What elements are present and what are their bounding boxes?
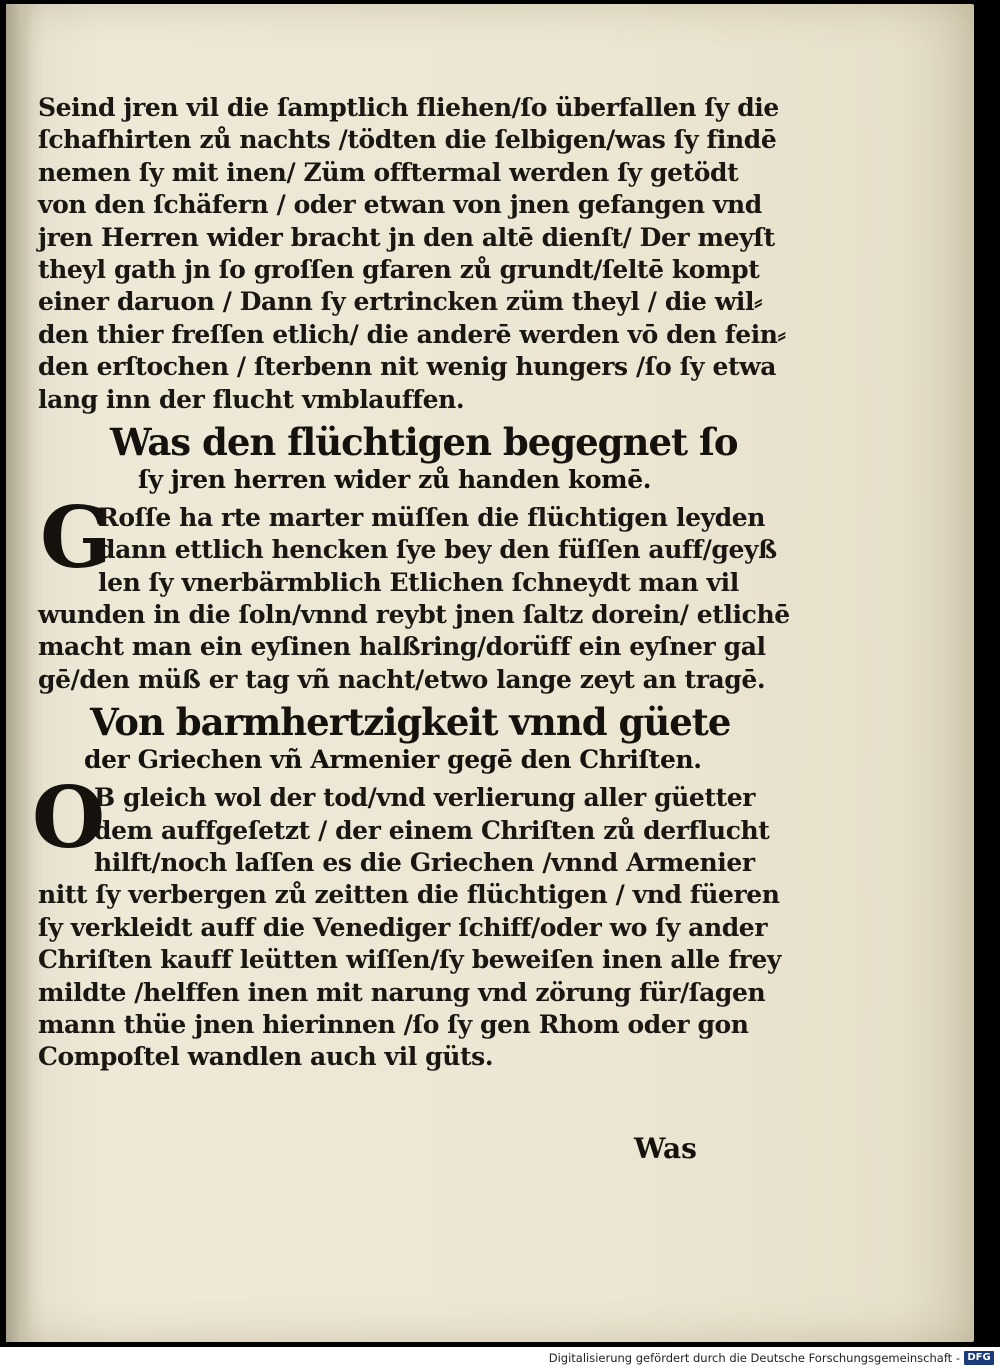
text-line: gē/den müß er tag vñ nacht/etwo lange zeyt an tragē. [38,664,766,694]
heading-line: Was den flüchtigen begegnet ſo [110,419,738,464]
catchword: Was [634,1132,697,1165]
text-line: len ſy vnerbärmblich Etlichen ſchneydt man vil [98,567,739,597]
text-line: dem auffgeſetzt / der einem Chriſten zů derflucht [94,815,770,845]
text-line: nitt ſy verbergen zů zeitten die flüchtigen / vnd füeren [38,880,780,910]
text-line: ſchafhirten zů nachts /tödten die ſelbigen/was ſy findē [38,125,777,155]
text-line: hilft/noch laſſen es die Griechen /vnnd Armenier [94,848,755,878]
text-line: macht man ein eyſinen halßring/dorüff ein eyſner gal [38,632,766,662]
text-line: dann ettlich hencken ſye bey den füſſen auff/geyß [98,535,777,565]
heading-line: Von barmhertzigkeit vnnd güete [90,700,731,745]
paragraph-1 [38,92,786,416]
text-line: ſy verkleidt auff die Venediger ſchiff/oder wo ſy ander [38,912,768,942]
text-line: Compoſtel wandlen auch vil güts. [38,1042,494,1072]
drop-capital: O [32,768,106,868]
text-line: Chriſten kauff leütten wiſſen/ſy beweiſen inen alle frey [38,945,781,975]
footer-bar [0,1347,1000,1369]
text-line: wunden in die ſoln/vnnd reybt jnen ſaltz dorein/ etlichē [38,600,790,630]
section-heading-1 [38,420,738,496]
text-line: Seind jren vil die ſamptlich fliehen/ſo überfallen ſy die [38,93,779,122]
text-line: nemen ſy mit inen/ Züm offtermal werden ſy getödt [38,157,739,187]
text-line: von den ſchäfern / oder etwan von jnen gefangen vnd [38,190,762,220]
section-heading-2 [38,700,738,776]
text-line: jren Herren wider bracht jn den altē dienſt/ Der meyſt [38,222,775,252]
text-line: den erſtochen / ſterbenn nit wenig hungers /ſo ſy etwa [38,352,777,382]
text-line: mildte /helffen inen mit narung vnd zörung für/ſagen [38,977,766,1007]
heading-line: der Griechen vñ Armenier gegē den Chriſten. [84,745,702,775]
paragraph-3 [32,768,781,1074]
page-text [32,92,790,1074]
drop-capital: G [40,487,112,587]
binding-gutter [6,4,32,1342]
heading-line: ſy jren herren wider zů handen komē. [138,464,652,494]
text-line: theyl gath jn ſo groſſen gfaren zů grundt/ſeltē kompt [38,254,760,284]
text-line: mann thüe jnen hierinnen /ſo ſy gen Rhom oder gon [38,1009,749,1039]
text-line: B gleich wol der tod/vnd verlierung aller güetter [94,783,756,813]
text-line: den thier freſſen etlich/ die anderē werden vō den fein⸗ [38,319,786,349]
dfg-logo-icon[interactable]: DFG [964,1351,994,1365]
text-line: einer daruon / Dann ſy ertrincken züm theyl / die wil⸗ [38,287,763,317]
text-line: lang inn der flucht vmblauffen. [38,384,465,414]
paragraph-2 [38,487,790,696]
text-line: Roſſe ha rte marter müſſen die flüchtigen leyden [98,502,766,532]
funding-notice: Digitalisierung gefördert durch die Deutsche Forschungsgemeinschaft - [548,1351,960,1365]
